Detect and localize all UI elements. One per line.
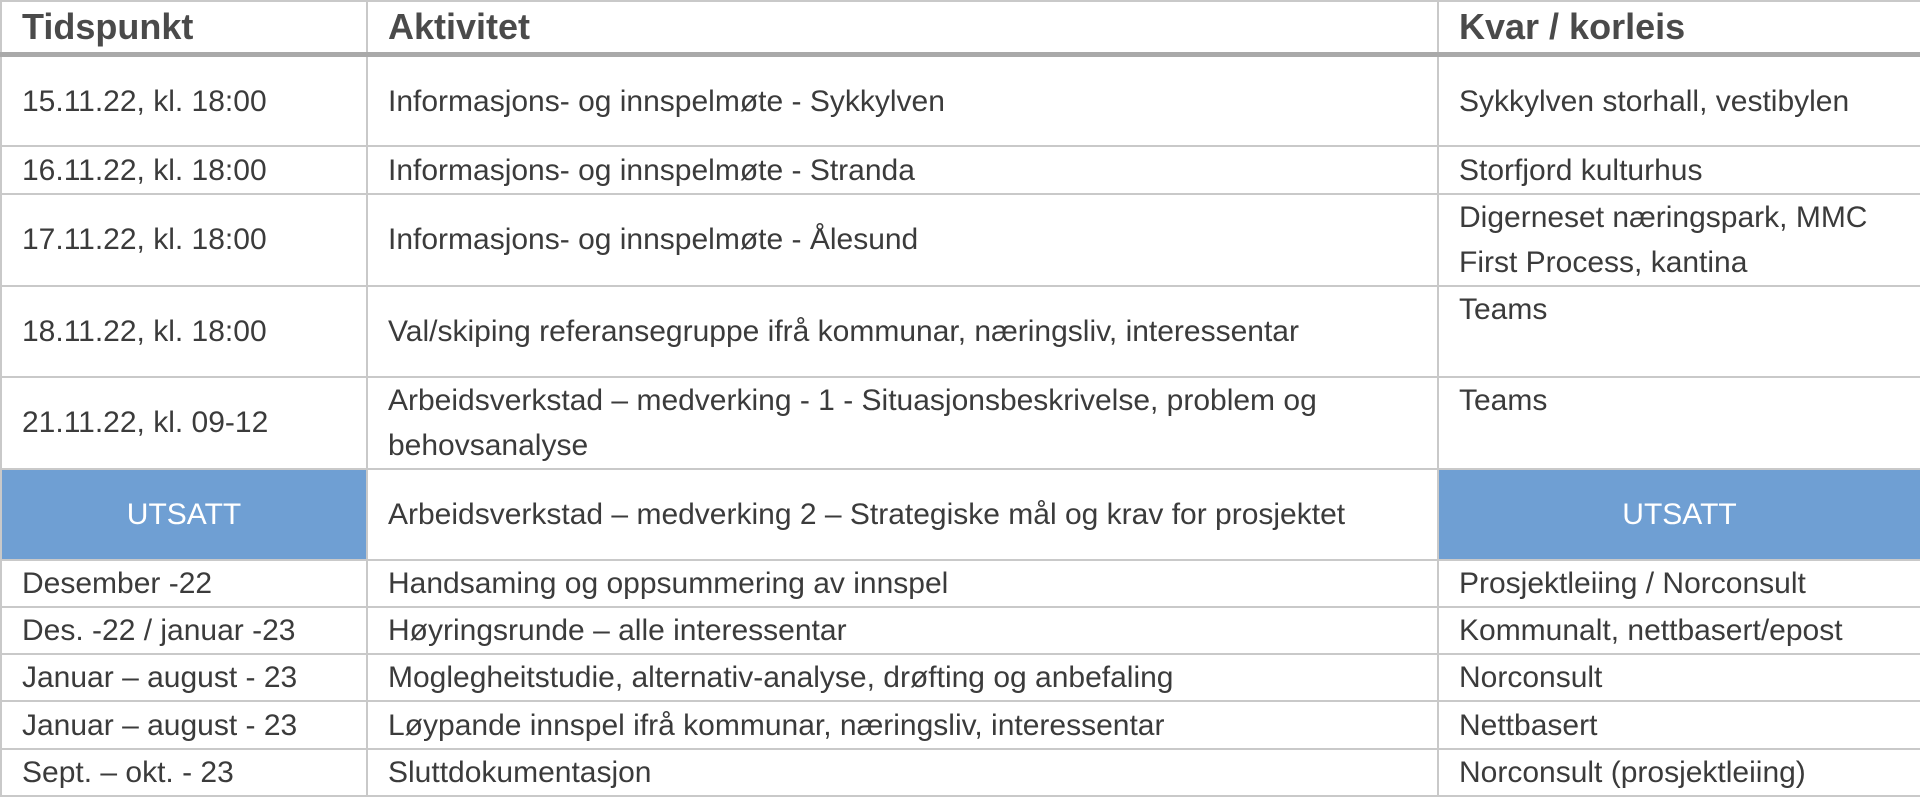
- cell-time: Januar – august - 23: [1, 701, 367, 748]
- cell-activity: Informasjons- og innspelmøte - Sykkylven: [367, 55, 1438, 147]
- cell-time: Des. -22 / januar -23: [1, 607, 367, 654]
- cell-activity: Informasjons- og innspelmøte - Ålesund: [367, 194, 1438, 286]
- header-activity: Aktivitet: [367, 1, 1438, 55]
- cell-location: Digerneset næringspark, MMC First Process, kantina: [1438, 194, 1920, 286]
- postponed-location-badge: UTSATT: [1438, 469, 1920, 559]
- cell-activity: Val/skiping referansegruppe ifrå kommunar, næringsliv, interessentar: [367, 286, 1438, 376]
- table-row: [1, 55, 1920, 147]
- cell-activity: Arbeidsverkstad – medverking 2 – Strategiske mål og krav for prosjektet: [367, 469, 1438, 559]
- cell-location: Norconsult: [1438, 654, 1920, 701]
- table-row: [1, 701, 1920, 748]
- cell-time: 18.11.22, kl. 18:00: [1, 286, 367, 376]
- header-location: Kvar / korleis: [1438, 1, 1920, 55]
- cell-time: Januar – august - 23: [1, 654, 367, 701]
- header-row: [1, 1, 1920, 55]
- cell-time: 21.11.22, kl. 09-12: [1, 377, 367, 469]
- cell-activity: Arbeidsverkstad – medverking - 1 - Situasjonsbeskrivelse, problem og behovsanalyse: [367, 377, 1438, 469]
- cell-activity: Handsaming og oppsummering av innspel: [367, 560, 1438, 607]
- cell-location: Teams: [1438, 286, 1920, 376]
- table-row: [1, 607, 1920, 654]
- table-row: [1, 194, 1920, 286]
- cell-activity: Høyringsrunde – alle interessentar: [367, 607, 1438, 654]
- cell-location: Teams: [1438, 377, 1920, 469]
- cell-time: 17.11.22, kl. 18:00: [1, 194, 367, 286]
- cell-time: 15.11.22, kl. 18:00: [1, 55, 367, 147]
- table-row: [1, 146, 1920, 193]
- cell-location: Kommunalt, nettbasert/epost: [1438, 607, 1920, 654]
- cell-activity: Sluttdokumentasjon: [367, 749, 1438, 796]
- cell-time: 16.11.22, kl. 18:00: [1, 146, 367, 193]
- postponed-time-badge: UTSATT: [1, 469, 367, 559]
- cell-location: Sykkylven storhall, vestibylen: [1438, 55, 1920, 147]
- cell-location: Storfjord kulturhus: [1438, 146, 1920, 193]
- table-row: [1, 286, 1920, 376]
- cell-activity: Løypande innspel ifrå kommunar, næringsliv, interessentar: [367, 701, 1438, 748]
- header-time: Tidspunkt: [1, 1, 367, 55]
- table-row: [1, 749, 1920, 796]
- cell-time: Desember -22: [1, 560, 367, 607]
- cell-activity: Informasjons- og innspelmøte - Stranda: [367, 146, 1438, 193]
- table-row: [1, 377, 1920, 469]
- table-row: [1, 654, 1920, 701]
- table-row-postponed: [1, 469, 1920, 559]
- cell-location: Nettbasert: [1438, 701, 1920, 748]
- cell-time: Sept. – okt. - 23: [1, 749, 367, 796]
- cell-location: Norconsult (prosjektleiing): [1438, 749, 1920, 796]
- table-row: [1, 560, 1920, 607]
- cell-activity: Moglegheitstudie, alternativ-analyse, drøfting og anbefaling: [367, 654, 1438, 701]
- cell-location: Prosjektleiing / Norconsult: [1438, 560, 1920, 607]
